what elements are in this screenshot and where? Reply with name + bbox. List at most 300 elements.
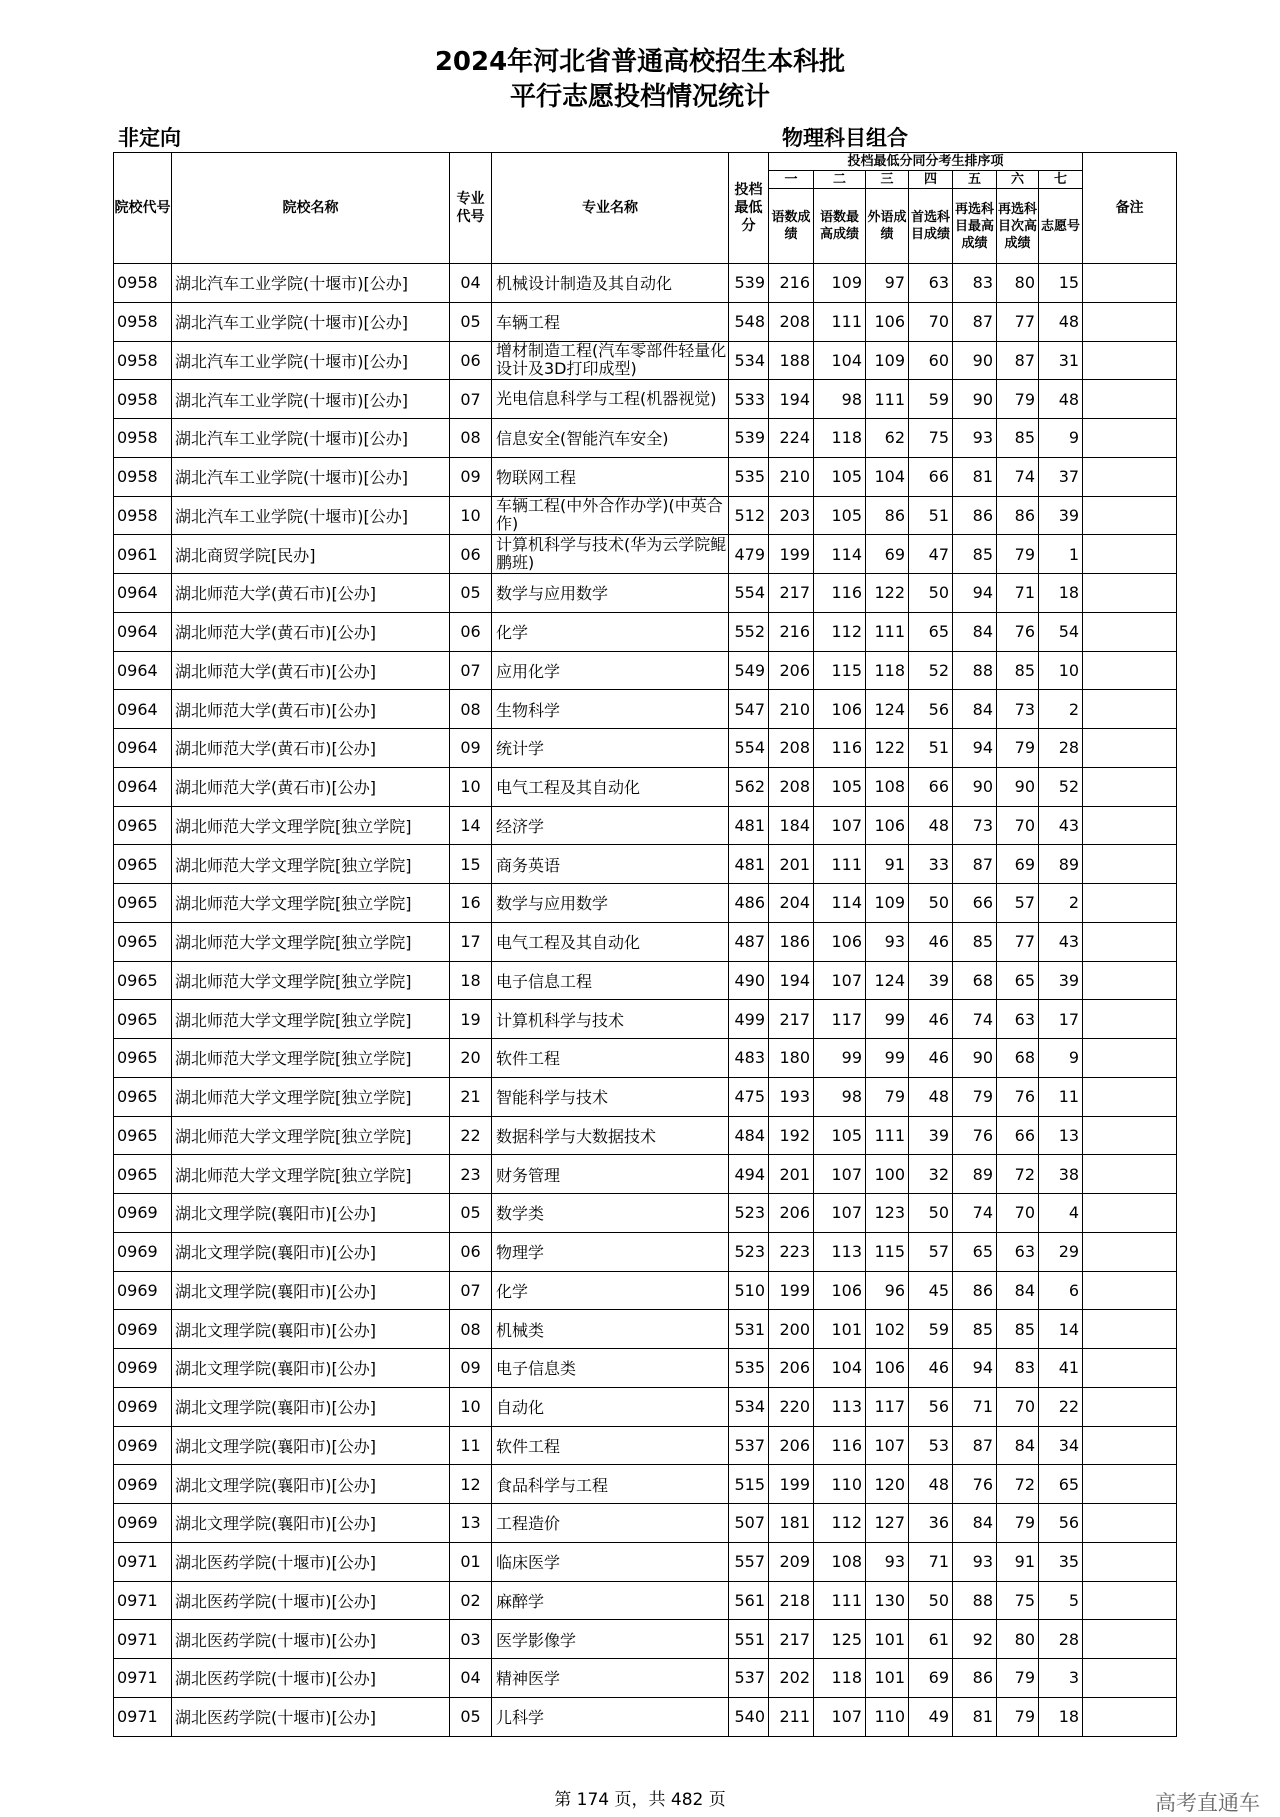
school-code-cell: 0964 xyxy=(114,651,172,690)
second-subject-next-cell: 70 xyxy=(997,806,1039,845)
min-score-cell: 548 xyxy=(729,302,769,341)
foreign-language-cell: 108 xyxy=(866,767,909,806)
table-row xyxy=(114,535,1177,574)
major-code-cell: 08 xyxy=(450,1310,492,1349)
school-code-cell: 0971 xyxy=(114,1581,172,1620)
table-row xyxy=(114,1465,1177,1504)
second-subject-max-cell: 74 xyxy=(953,1194,997,1233)
major-code-cell: 10 xyxy=(450,496,492,535)
foreign-language-cell: 115 xyxy=(866,1232,909,1271)
header-sub: 再选科目最高成绩 xyxy=(953,189,997,264)
min-score-cell: 537 xyxy=(729,1659,769,1698)
school-name-cell: 湖北商贸学院[民办] xyxy=(172,535,450,574)
foreign-language-cell: 127 xyxy=(866,1504,909,1543)
first-subject-cell: 56 xyxy=(909,690,953,729)
second-subject-max-cell: 92 xyxy=(953,1620,997,1659)
major-name-cell: 儿科学 xyxy=(492,1697,729,1736)
chinese-math-score-cell: 224 xyxy=(769,419,814,458)
foreign-language-cell: 111 xyxy=(866,1116,909,1155)
min-score-cell: 539 xyxy=(729,419,769,458)
chinese-math-max-cell: 111 xyxy=(814,1581,866,1620)
second-subject-max-cell: 65 xyxy=(953,1232,997,1271)
chinese-math-score-cell: 217 xyxy=(769,1000,814,1039)
second-subject-max-cell: 85 xyxy=(953,1310,997,1349)
remark-cell xyxy=(1083,1077,1177,1116)
chinese-math-score-cell: 220 xyxy=(769,1387,814,1426)
remark-cell xyxy=(1083,1620,1177,1659)
table-row xyxy=(114,1077,1177,1116)
school-code-cell: 0969 xyxy=(114,1426,172,1465)
header-major-code: 专业代号 xyxy=(450,153,492,264)
second-subject-max-cell: 89 xyxy=(953,1155,997,1194)
chinese-math-score-cell: 194 xyxy=(769,380,814,419)
foreign-language-cell: 62 xyxy=(866,419,909,458)
chinese-math-max-cell: 118 xyxy=(814,1659,866,1698)
first-subject-cell: 48 xyxy=(909,1077,953,1116)
major-name-cell: 应用化学 xyxy=(492,651,729,690)
school-code-cell: 0965 xyxy=(114,845,172,884)
school-name-cell: 湖北医药学院(十堰市)[公办] xyxy=(172,1581,450,1620)
min-score-cell: 552 xyxy=(729,612,769,651)
second-subject-max-cell: 73 xyxy=(953,806,997,845)
school-name-cell: 湖北医药学院(十堰市)[公办] xyxy=(172,1542,450,1581)
table-row xyxy=(114,302,1177,341)
school-code-cell: 0969 xyxy=(114,1232,172,1271)
table-row xyxy=(114,574,1177,613)
table-row xyxy=(114,1310,1177,1349)
preference-number-cell: 15 xyxy=(1039,264,1083,303)
second-subject-max-cell: 81 xyxy=(953,1697,997,1736)
school-code-cell: 0971 xyxy=(114,1659,172,1698)
second-subject-max-cell: 84 xyxy=(953,690,997,729)
preference-number-cell: 1 xyxy=(1039,535,1083,574)
second-subject-max-cell: 88 xyxy=(953,651,997,690)
second-subject-next-cell: 79 xyxy=(997,535,1039,574)
preference-number-cell: 2 xyxy=(1039,884,1083,923)
major-code-cell: 16 xyxy=(450,884,492,923)
remark-cell xyxy=(1083,264,1177,303)
min-score-cell: 512 xyxy=(729,496,769,535)
major-name-cell: 化学 xyxy=(492,1271,729,1310)
major-name-cell: 智能科学与技术 xyxy=(492,1077,729,1116)
major-name-cell: 软件工程 xyxy=(492,1039,729,1078)
major-name-cell: 电气工程及其自动化 xyxy=(492,922,729,961)
chinese-math-max-cell: 112 xyxy=(814,612,866,651)
first-subject-cell: 57 xyxy=(909,1232,953,1271)
table-row xyxy=(114,1039,1177,1078)
table-row xyxy=(114,806,1177,845)
header-rank: 三 xyxy=(866,171,909,189)
chinese-math-score-cell: 193 xyxy=(769,1077,814,1116)
foreign-language-cell: 118 xyxy=(866,651,909,690)
first-subject-cell: 45 xyxy=(909,1271,953,1310)
major-name-cell: 计算机科学与技术 xyxy=(492,1000,729,1039)
school-code-cell: 0964 xyxy=(114,574,172,613)
second-subject-max-cell: 76 xyxy=(953,1116,997,1155)
min-score-cell: 534 xyxy=(729,1387,769,1426)
second-subject-max-cell: 94 xyxy=(953,574,997,613)
header-sub: 外语成绩 xyxy=(866,189,909,264)
remark-cell xyxy=(1083,380,1177,419)
school-name-cell: 湖北文理学院(襄阳市)[公办] xyxy=(172,1232,450,1271)
second-subject-next-cell: 84 xyxy=(997,1271,1039,1310)
major-code-cell: 04 xyxy=(450,264,492,303)
second-subject-max-cell: 90 xyxy=(953,380,997,419)
first-subject-cell: 59 xyxy=(909,380,953,419)
page-title-line1: 2024年河北省普通高校招生本科批 xyxy=(434,47,846,77)
first-subject-cell: 66 xyxy=(909,457,953,496)
school-code-cell: 0958 xyxy=(114,302,172,341)
min-score-cell: 533 xyxy=(729,380,769,419)
preference-number-cell: 39 xyxy=(1039,961,1083,1000)
school-code-cell: 0965 xyxy=(114,806,172,845)
first-subject-cell: 33 xyxy=(909,845,953,884)
chinese-math-score-cell: 199 xyxy=(769,535,814,574)
chinese-math-max-cell: 106 xyxy=(814,922,866,961)
second-subject-max-cell: 87 xyxy=(953,1426,997,1465)
table-row xyxy=(114,1504,1177,1543)
preference-number-cell: 4 xyxy=(1039,1194,1083,1233)
min-score-cell: 481 xyxy=(729,806,769,845)
chinese-math-score-cell: 199 xyxy=(769,1271,814,1310)
major-code-cell: 07 xyxy=(450,380,492,419)
min-score-cell: 494 xyxy=(729,1155,769,1194)
major-name-cell: 电子信息工程 xyxy=(492,961,729,1000)
major-name-cell: 经济学 xyxy=(492,806,729,845)
remark-cell xyxy=(1083,1116,1177,1155)
first-subject-cell: 46 xyxy=(909,1349,953,1388)
remark-cell xyxy=(1083,651,1177,690)
chinese-math-max-cell: 111 xyxy=(814,845,866,884)
second-subject-next-cell: 90 xyxy=(997,767,1039,806)
chinese-math-max-cell: 101 xyxy=(814,1310,866,1349)
preference-number-cell: 14 xyxy=(1039,1310,1083,1349)
first-subject-cell: 56 xyxy=(909,1387,953,1426)
second-subject-next-cell: 69 xyxy=(997,845,1039,884)
min-score-cell: 535 xyxy=(729,457,769,496)
chinese-math-max-cell: 104 xyxy=(814,1349,866,1388)
second-subject-next-cell: 70 xyxy=(997,1387,1039,1426)
table-row xyxy=(114,1697,1177,1736)
preference-number-cell: 43 xyxy=(1039,922,1083,961)
major-name-cell: 财务管理 xyxy=(492,1155,729,1194)
second-subject-next-cell: 72 xyxy=(997,1155,1039,1194)
chinese-math-score-cell: 206 xyxy=(769,1426,814,1465)
chinese-math-score-cell: 188 xyxy=(769,341,814,380)
chinese-math-score-cell: 192 xyxy=(769,1116,814,1155)
second-subject-max-cell: 86 xyxy=(953,1271,997,1310)
header-sub: 志愿号 xyxy=(1039,189,1083,264)
first-subject-cell: 48 xyxy=(909,806,953,845)
chinese-math-score-cell: 184 xyxy=(769,806,814,845)
preference-number-cell: 41 xyxy=(1039,1349,1083,1388)
school-code-cell: 0965 xyxy=(114,961,172,1000)
major-name-cell: 车辆工程(中外合作办学)(中英合作) xyxy=(492,496,729,535)
chinese-math-score-cell: 199 xyxy=(769,1465,814,1504)
school-name-cell: 湖北文理学院(襄阳市)[公办] xyxy=(172,1349,450,1388)
school-name-cell: 湖北师范大学(黄石市)[公办] xyxy=(172,767,450,806)
table-row xyxy=(114,1232,1177,1271)
foreign-language-cell: 100 xyxy=(866,1155,909,1194)
chinese-math-score-cell: 201 xyxy=(769,845,814,884)
header-major-name: 专业名称 xyxy=(492,153,729,264)
min-score-cell: 534 xyxy=(729,341,769,380)
table-row xyxy=(114,651,1177,690)
header-tie-group: 投档最低分同分考生排序项 xyxy=(769,153,1083,171)
major-code-cell: 19 xyxy=(450,1000,492,1039)
foreign-language-cell: 106 xyxy=(866,806,909,845)
table-row xyxy=(114,1155,1177,1194)
major-name-cell: 车辆工程 xyxy=(492,302,729,341)
school-name-cell: 湖北医药学院(十堰市)[公办] xyxy=(172,1620,450,1659)
major-name-cell: 物联网工程 xyxy=(492,457,729,496)
school-code-cell: 0969 xyxy=(114,1387,172,1426)
min-score-cell: 490 xyxy=(729,961,769,1000)
remark-cell xyxy=(1083,806,1177,845)
preference-number-cell: 17 xyxy=(1039,1000,1083,1039)
first-subject-cell: 46 xyxy=(909,1039,953,1078)
min-score-cell: 535 xyxy=(729,1349,769,1388)
school-name-cell: 湖北汽车工业学院(十堰市)[公办] xyxy=(172,341,450,380)
preference-number-cell: 2 xyxy=(1039,690,1083,729)
school-code-cell: 0964 xyxy=(114,690,172,729)
remark-cell xyxy=(1083,729,1177,768)
chinese-math-max-cell: 105 xyxy=(814,1116,866,1155)
major-name-cell: 数学与应用数学 xyxy=(492,884,729,923)
first-subject-cell: 39 xyxy=(909,961,953,1000)
second-subject-max-cell: 84 xyxy=(953,1504,997,1543)
preference-number-cell: 39 xyxy=(1039,496,1083,535)
table-row xyxy=(114,922,1177,961)
first-subject-cell: 65 xyxy=(909,612,953,651)
school-code-cell: 0971 xyxy=(114,1697,172,1736)
second-subject-next-cell: 76 xyxy=(997,1077,1039,1116)
school-name-cell: 湖北师范大学(黄石市)[公办] xyxy=(172,690,450,729)
table-row xyxy=(114,690,1177,729)
school-code-cell: 0965 xyxy=(114,1000,172,1039)
major-name-cell: 临床医学 xyxy=(492,1542,729,1581)
min-score-cell: 484 xyxy=(729,1116,769,1155)
category-label: 非定向 xyxy=(118,126,181,150)
chinese-math-max-cell: 109 xyxy=(814,264,866,303)
second-subject-next-cell: 57 xyxy=(997,884,1039,923)
min-score-cell: 540 xyxy=(729,1697,769,1736)
min-score-cell: 510 xyxy=(729,1271,769,1310)
major-name-cell: 精神医学 xyxy=(492,1659,729,1698)
preference-number-cell: 18 xyxy=(1039,1697,1083,1736)
min-score-cell: 481 xyxy=(729,845,769,884)
min-score-cell: 549 xyxy=(729,651,769,690)
major-code-cell: 05 xyxy=(450,1697,492,1736)
major-code-cell: 11 xyxy=(450,1426,492,1465)
major-code-cell: 06 xyxy=(450,612,492,651)
foreign-language-cell: 123 xyxy=(866,1194,909,1233)
first-subject-cell: 51 xyxy=(909,729,953,768)
preference-number-cell: 54 xyxy=(1039,612,1083,651)
major-code-cell: 13 xyxy=(450,1504,492,1543)
second-subject-next-cell: 72 xyxy=(997,1465,1039,1504)
major-code-cell: 15 xyxy=(450,845,492,884)
header-rank: 一 xyxy=(769,171,814,189)
chinese-math-score-cell: 194 xyxy=(769,961,814,1000)
foreign-language-cell: 110 xyxy=(866,1697,909,1736)
second-subject-max-cell: 68 xyxy=(953,961,997,1000)
second-subject-max-cell: 94 xyxy=(953,1349,997,1388)
foreign-language-cell: 97 xyxy=(866,264,909,303)
chinese-math-max-cell: 107 xyxy=(814,806,866,845)
min-score-cell: 537 xyxy=(729,1426,769,1465)
remark-cell xyxy=(1083,690,1177,729)
major-code-cell: 20 xyxy=(450,1039,492,1078)
school-code-cell: 0958 xyxy=(114,457,172,496)
second-subject-max-cell: 66 xyxy=(953,884,997,923)
first-subject-cell: 36 xyxy=(909,1504,953,1543)
major-name-cell: 机械设计制造及其自动化 xyxy=(492,264,729,303)
table-row xyxy=(114,419,1177,458)
remark-cell xyxy=(1083,1697,1177,1736)
preference-number-cell: 48 xyxy=(1039,302,1083,341)
school-code-cell: 0969 xyxy=(114,1271,172,1310)
chinese-math-max-cell: 125 xyxy=(814,1620,866,1659)
table-row xyxy=(114,884,1177,923)
chinese-math-score-cell: 181 xyxy=(769,1504,814,1543)
header-rank: 二 xyxy=(814,171,866,189)
admission-table xyxy=(113,152,1177,1737)
foreign-language-cell: 99 xyxy=(866,1000,909,1039)
table-row xyxy=(114,264,1177,303)
remark-cell xyxy=(1083,1465,1177,1504)
major-code-cell: 05 xyxy=(450,302,492,341)
major-name-cell: 电气工程及其自动化 xyxy=(492,767,729,806)
second-subject-max-cell: 90 xyxy=(953,1039,997,1078)
chinese-math-max-cell: 111 xyxy=(814,302,866,341)
second-subject-max-cell: 90 xyxy=(953,341,997,380)
foreign-language-cell: 109 xyxy=(866,341,909,380)
second-subject-max-cell: 93 xyxy=(953,1542,997,1581)
foreign-language-cell: 104 xyxy=(866,457,909,496)
table-row xyxy=(114,767,1177,806)
second-subject-next-cell: 83 xyxy=(997,1349,1039,1388)
chinese-math-score-cell: 200 xyxy=(769,1310,814,1349)
second-subject-next-cell: 66 xyxy=(997,1116,1039,1155)
chinese-math-max-cell: 105 xyxy=(814,767,866,806)
table-row xyxy=(114,1542,1177,1581)
chinese-math-score-cell: 223 xyxy=(769,1232,814,1271)
second-subject-next-cell: 85 xyxy=(997,419,1039,458)
second-subject-next-cell: 70 xyxy=(997,1194,1039,1233)
second-subject-next-cell: 77 xyxy=(997,302,1039,341)
second-subject-next-cell: 68 xyxy=(997,1039,1039,1078)
first-subject-cell: 60 xyxy=(909,341,953,380)
remark-cell xyxy=(1083,535,1177,574)
preference-number-cell: 18 xyxy=(1039,574,1083,613)
school-name-cell: 湖北师范大学(黄石市)[公办] xyxy=(172,574,450,613)
school-name-cell: 湖北医药学院(十堰市)[公办] xyxy=(172,1697,450,1736)
table-row xyxy=(114,1194,1177,1233)
chinese-math-score-cell: 206 xyxy=(769,1349,814,1388)
major-code-cell: 10 xyxy=(450,1387,492,1426)
chinese-math-max-cell: 105 xyxy=(814,457,866,496)
preference-number-cell: 56 xyxy=(1039,1504,1083,1543)
school-code-cell: 0958 xyxy=(114,380,172,419)
foreign-language-cell: 93 xyxy=(866,1542,909,1581)
preference-number-cell: 13 xyxy=(1039,1116,1083,1155)
major-code-cell: 06 xyxy=(450,341,492,380)
table-row xyxy=(114,341,1177,380)
school-name-cell: 湖北文理学院(襄阳市)[公办] xyxy=(172,1310,450,1349)
foreign-language-cell: 124 xyxy=(866,690,909,729)
chinese-math-score-cell: 208 xyxy=(769,729,814,768)
major-code-cell: 05 xyxy=(450,1194,492,1233)
table-row xyxy=(114,1349,1177,1388)
school-name-cell: 湖北文理学院(襄阳市)[公办] xyxy=(172,1271,450,1310)
school-name-cell: 湖北师范大学文理学院[独立学院] xyxy=(172,922,450,961)
major-code-cell: 17 xyxy=(450,922,492,961)
min-score-cell: 523 xyxy=(729,1194,769,1233)
remark-cell xyxy=(1083,1271,1177,1310)
foreign-language-cell: 79 xyxy=(866,1077,909,1116)
preference-number-cell: 28 xyxy=(1039,729,1083,768)
header-rank: 四 xyxy=(909,171,953,189)
second-subject-max-cell: 93 xyxy=(953,419,997,458)
preference-number-cell: 65 xyxy=(1039,1465,1083,1504)
school-code-cell: 0965 xyxy=(114,1039,172,1078)
foreign-language-cell: 120 xyxy=(866,1465,909,1504)
table-row xyxy=(114,729,1177,768)
chinese-math-score-cell: 186 xyxy=(769,922,814,961)
first-subject-cell: 59 xyxy=(909,1310,953,1349)
chinese-math-max-cell: 118 xyxy=(814,419,866,458)
min-score-cell: 523 xyxy=(729,1232,769,1271)
foreign-language-cell: 86 xyxy=(866,496,909,535)
school-name-cell: 湖北师范大学文理学院[独立学院] xyxy=(172,961,450,1000)
foreign-language-cell: 101 xyxy=(866,1620,909,1659)
remark-cell xyxy=(1083,419,1177,458)
remark-cell xyxy=(1083,1426,1177,1465)
chinese-math-score-cell: 217 xyxy=(769,574,814,613)
major-name-cell: 计算机科学与技术(华为云学院鲲鹏班) xyxy=(492,535,729,574)
second-subject-max-cell: 85 xyxy=(953,535,997,574)
min-score-cell: 515 xyxy=(729,1465,769,1504)
second-subject-next-cell: 79 xyxy=(997,1504,1039,1543)
second-subject-next-cell: 79 xyxy=(997,380,1039,419)
first-subject-cell: 46 xyxy=(909,1000,953,1039)
table-row xyxy=(114,380,1177,419)
preference-number-cell: 37 xyxy=(1039,457,1083,496)
remark-cell xyxy=(1083,1504,1177,1543)
chinese-math-max-cell: 115 xyxy=(814,651,866,690)
chinese-math-score-cell: 203 xyxy=(769,496,814,535)
major-name-cell: 物理学 xyxy=(492,1232,729,1271)
preference-number-cell: 43 xyxy=(1039,806,1083,845)
foreign-language-cell: 122 xyxy=(866,574,909,613)
major-code-cell: 09 xyxy=(450,457,492,496)
min-score-cell: 562 xyxy=(729,767,769,806)
table-row xyxy=(114,1659,1177,1698)
major-code-cell: 12 xyxy=(450,1465,492,1504)
first-subject-cell: 32 xyxy=(909,1155,953,1194)
school-name-cell: 湖北师范大学(黄石市)[公办] xyxy=(172,729,450,768)
major-code-cell: 22 xyxy=(450,1116,492,1155)
second-subject-next-cell: 85 xyxy=(997,1310,1039,1349)
major-code-cell: 21 xyxy=(450,1077,492,1116)
second-subject-next-cell: 80 xyxy=(997,264,1039,303)
school-code-cell: 0965 xyxy=(114,1077,172,1116)
second-subject-max-cell: 94 xyxy=(953,729,997,768)
school-code-cell: 0971 xyxy=(114,1542,172,1581)
foreign-language-cell: 130 xyxy=(866,1581,909,1620)
chinese-math-max-cell: 107 xyxy=(814,1155,866,1194)
